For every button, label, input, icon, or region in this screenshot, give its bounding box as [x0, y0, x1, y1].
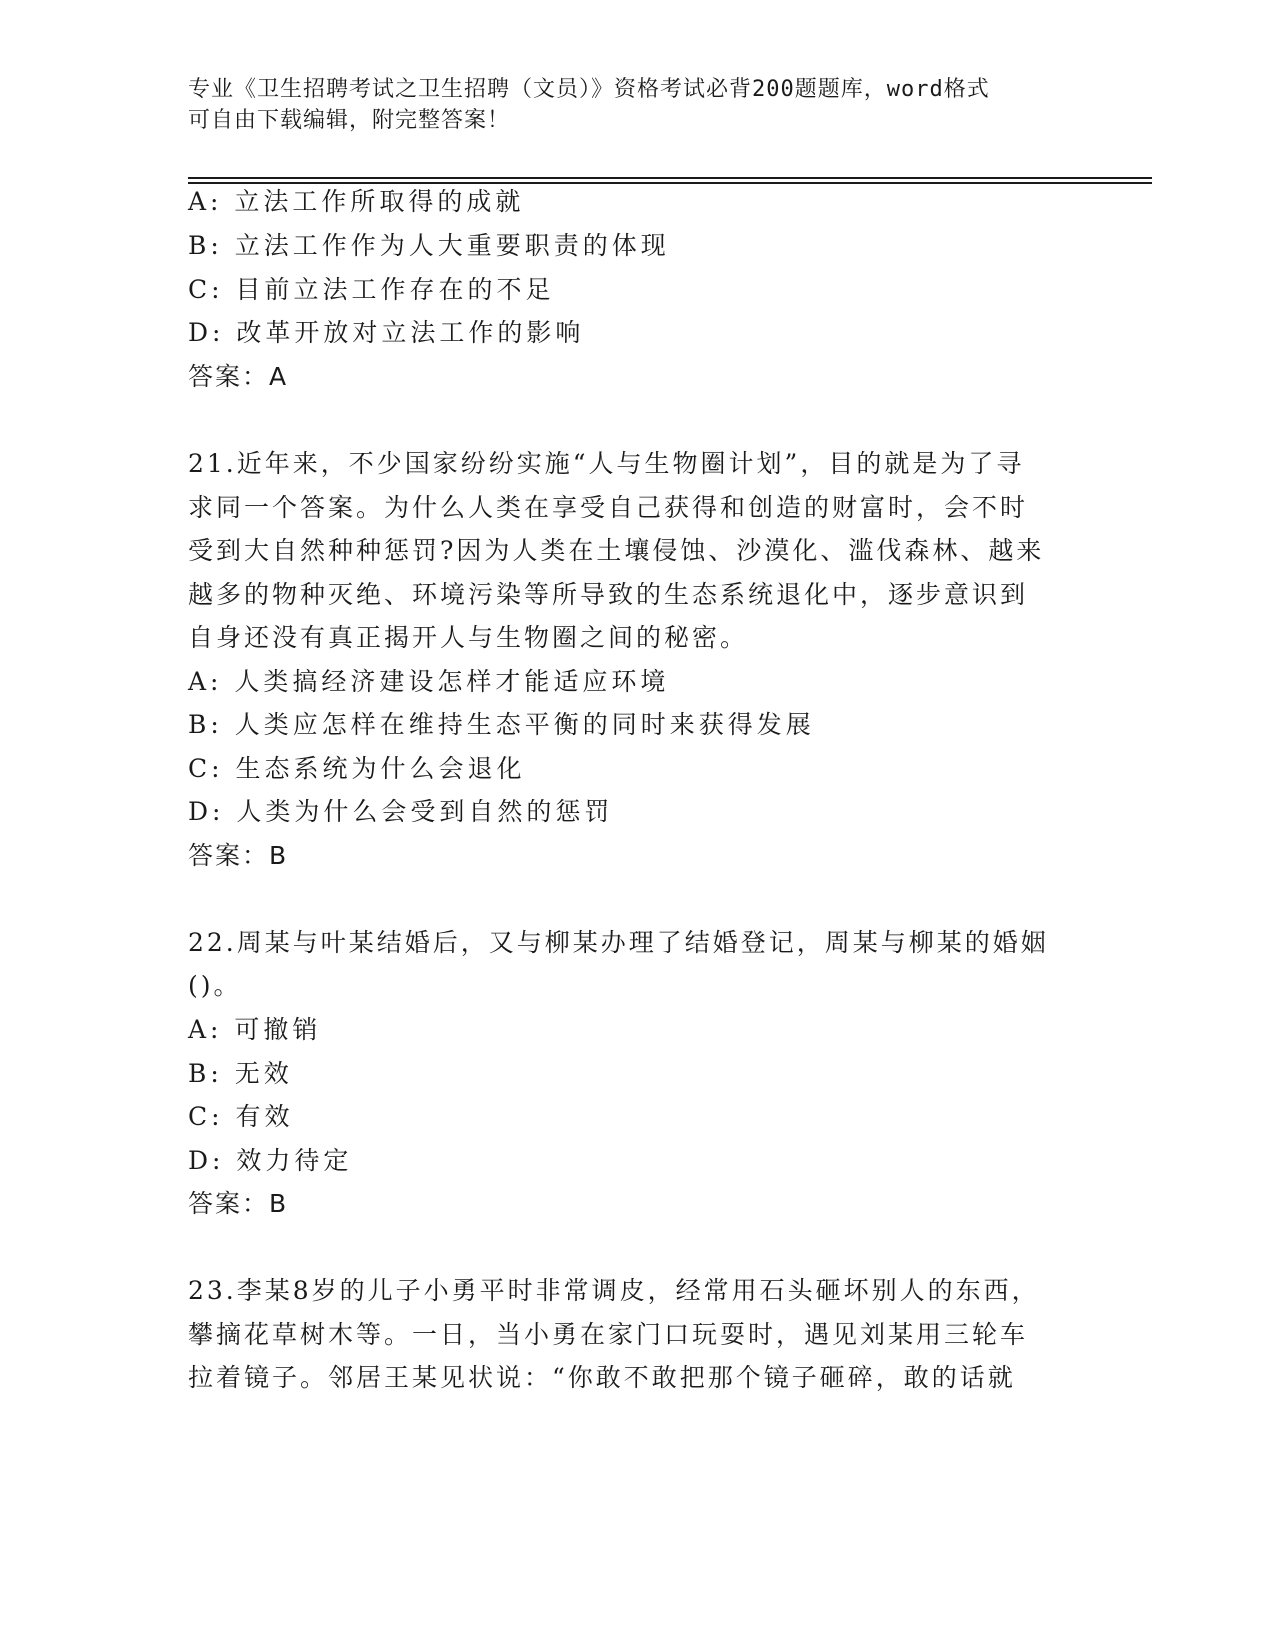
q21-answer: 答案：B	[188, 841, 289, 870]
q22-option-d: D: 效力待定	[188, 1146, 353, 1175]
q21-stem-line-4: 越多的物种灭绝、环境污染等所导致的生态系统退化中，逐步意识到	[188, 580, 1029, 609]
header-rule-top	[188, 177, 1152, 179]
q21-stem-line-3: 受到大自然种种惩罚?因为人类在土壤侵蚀、沙漠化、滥伐森林、越来	[188, 536, 1045, 565]
header-title-line-1: 专业《卫生招聘考试之卫生招聘（文员）》资格考试必背200题题库，word格式	[188, 77, 990, 102]
q21-stem-line-2: 求同一个答案。为什么人类在享受自己获得和创造的财富时，会不时	[188, 493, 1029, 522]
q22-stem-line-1: 22.周某与叶某结婚后，又与柳某办理了结婚登记，周某与柳某的婚姻	[188, 928, 1049, 957]
q21-option-a: A: 人类搞经济建设怎样才能适应环境	[188, 667, 670, 696]
q20-option-b: B: 立法工作作为人大重要职责的体现	[188, 231, 670, 260]
document-header	[188, 74, 1068, 136]
q23-stem-line-3: 拉着镜子。邻居王某见状说：“你敢不敢把那个镜子砸碎，敢的话就	[188, 1363, 1016, 1392]
q20-answer: 答案：A	[188, 362, 289, 391]
q23-stem-line-2: 攀摘花草树木等。一日，当小勇在家门口玩耍时，遇见刘某用三轮车	[188, 1320, 1029, 1349]
q20-option-c: C: 目前立法工作存在的不足	[188, 275, 555, 304]
q21-stem-line-1: 21.近年来，不少国家纷纷实施“人与生物圈计划”，目的就是为了寻	[188, 449, 1025, 478]
q22-stem-line-2: ()。	[188, 971, 242, 1000]
q22-answer: 答案：B	[188, 1189, 289, 1218]
q21-option-b: B: 人类应怎样在维持生态平衡的同时来获得发展	[188, 710, 815, 739]
q20-option-d: D: 改革开放对立法工作的影响	[188, 318, 585, 347]
q21-option-c: C: 生态系统为什么会退化	[188, 754, 526, 783]
q21-option-d: D: 人类为什么会受到自然的惩罚	[188, 797, 614, 826]
q21-stem-line-5: 自身还没有真正揭开人与生物圈之间的秘密。	[188, 623, 749, 652]
q22-option-a: A: 可撤销	[188, 1015, 322, 1044]
q22-option-c: C: 有效	[188, 1102, 294, 1131]
header-title-line-2: 可自由下载编辑，附完整答案！	[188, 108, 511, 133]
q23-stem-line-1: 23.李某8岁的儿子小勇平时非常调皮，经常用石头砸坏别人的东西，	[188, 1276, 1040, 1305]
q20-option-a: A: 立法工作所取得的成就	[188, 187, 525, 216]
header-rule-bottom	[188, 182, 1152, 184]
q22-option-b: B: 无效	[188, 1059, 293, 1088]
